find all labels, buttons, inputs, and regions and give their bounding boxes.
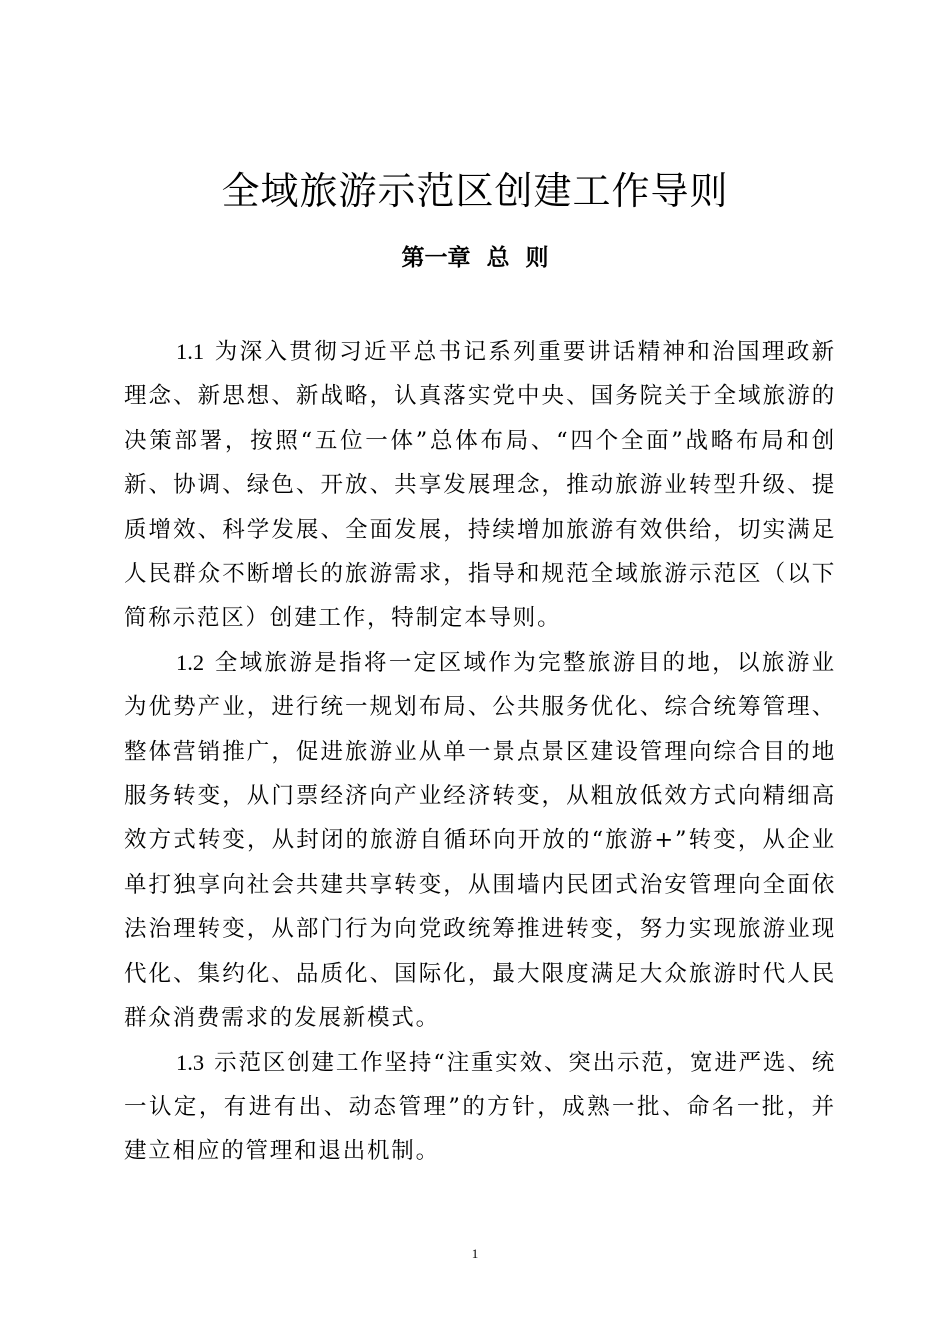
paragraph-text: 示范区创建工作坚持“注重实效、突出示范，宽进严选、统一认定，有进有出、动态管理”的方针，成熟一批、命名一批，并建立相应的管理和退出机制。	[124, 1049, 836, 1165]
document-body	[124, 330, 836, 1174]
paragraph-1-3	[124, 1041, 836, 1174]
paragraph-text: 全域旅游是指将一定区域作为完整旅游目的地，以旅游业为优势产业，进行统一规划布局、公共服务优化、综合统筹管理、整体营销推广，促进旅游业从单一景点景区建设管理向综合目的地服务转变，从门票经济向产业经济转变，从粗放低效方式向精细高效方式转变，从封闭的旅游自循环向开放的“旅游+”转变，从企业单打独享向社会共建共享转变，从围墙内民团式治安管理向全面依法治理转变，从部门行为向党政统筹推进转变，努力实现旅游业现代化、集约化、品质化、国际化，最大限度满足大众旅游时代人民群众消费需求的发展新模式。	[124, 649, 836, 1032]
paragraph-text: 为深入贯彻习近平总书记系列重要讲话精神和治国理政新理念、新思想、新战略，认真落实党中央、国务院关于全域旅游的决策部署，按照“五位一体”总体布局、“四个全面”战略布局和创新、协调、绿色、开放、共享发展理念，推动旅游业转型升级、提质增效、科学发展、全面发展，持续增加旅游有效供给，切实满足人民群众不断增长的旅游需求，指导和规范全域旅游示范区（以下简称示范区）创建工作，特制定本导则。	[124, 339, 836, 632]
page-number: 1	[471, 1246, 479, 1261]
document-title: 全域旅游示范区创建工作导则	[221, 169, 729, 213]
chapter-heading: 第一章 总 则	[401, 245, 549, 271]
paragraph-number: 1.3	[176, 1049, 205, 1075]
paragraph-1-2	[124, 641, 836, 1041]
paragraph-1-1	[124, 330, 836, 641]
paragraph-number: 1.1	[176, 339, 205, 364]
paragraph-number: 1.2	[176, 649, 205, 675]
